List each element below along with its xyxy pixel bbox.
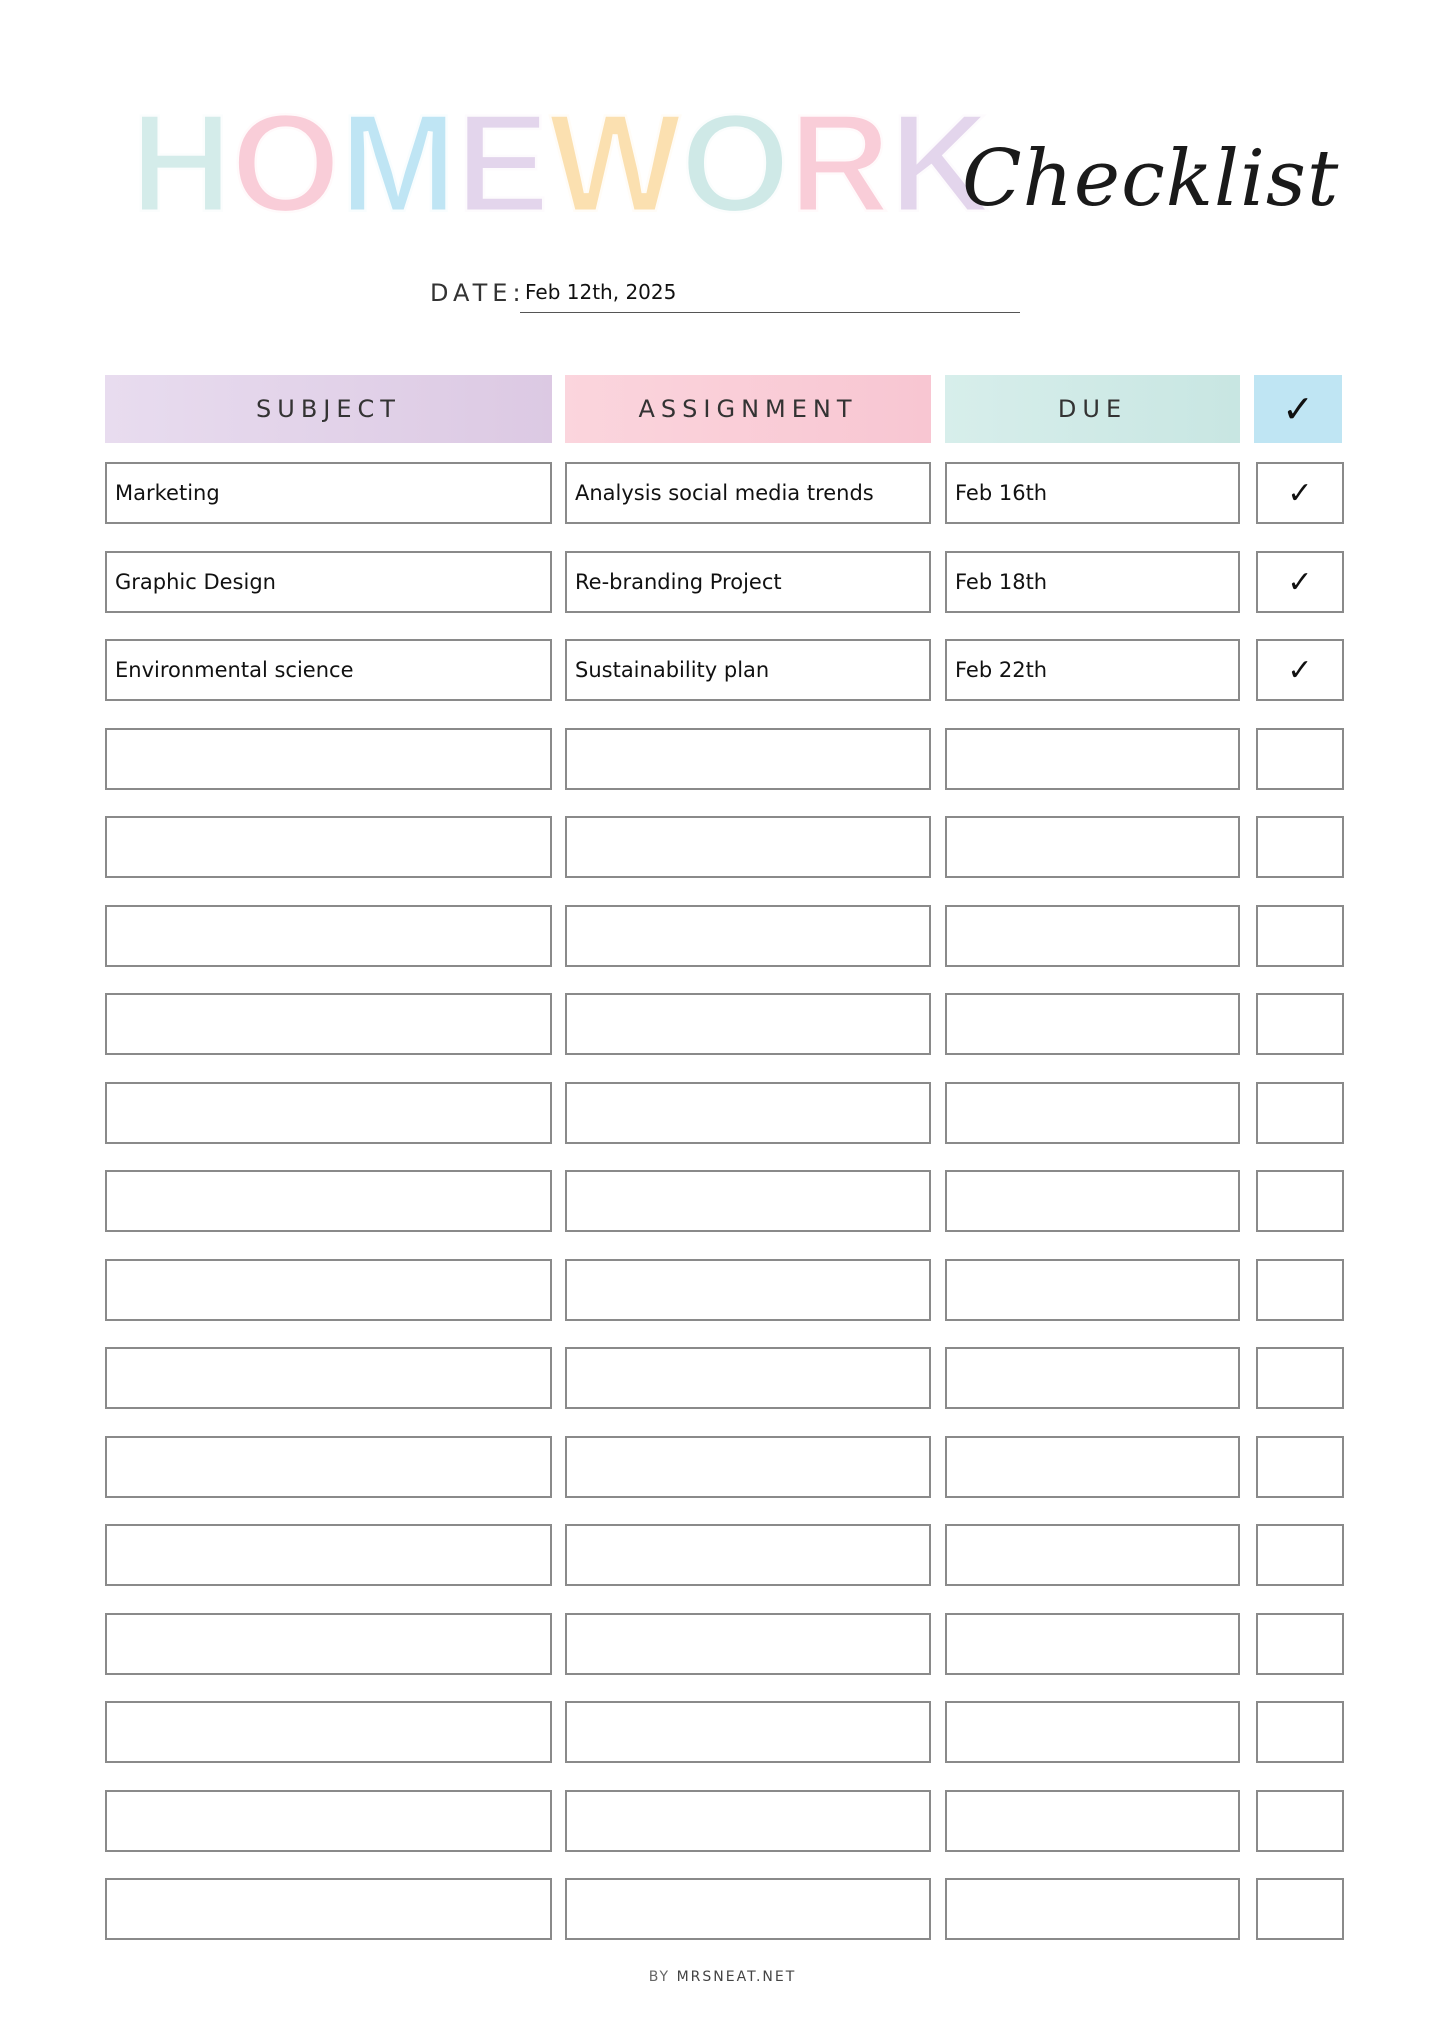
title-letter: O xyxy=(230,84,340,243)
subject-cell[interactable] xyxy=(105,1790,552,1852)
subject-cell[interactable]: Marketing xyxy=(105,462,552,524)
title-letter: H xyxy=(130,84,231,243)
done-checkbox[interactable] xyxy=(1256,993,1344,1055)
due-cell[interactable] xyxy=(945,1082,1240,1144)
assignment-cell[interactable] xyxy=(565,1613,931,1675)
title-letter: E xyxy=(455,84,549,243)
title-homework xyxy=(130,84,990,243)
done-checkbox[interactable] xyxy=(1256,1082,1344,1144)
assignment-cell[interactable] xyxy=(565,993,931,1055)
assignment-cell[interactable] xyxy=(565,1082,931,1144)
title-checklist: Checklist xyxy=(962,134,1340,224)
due-cell[interactable] xyxy=(945,728,1240,790)
subject-cell[interactable] xyxy=(105,816,552,878)
assignment-cell[interactable] xyxy=(565,1347,931,1409)
due-cell[interactable]: Feb 22th xyxy=(945,639,1240,701)
subject-cell[interactable] xyxy=(105,905,552,967)
due-cell[interactable] xyxy=(945,1259,1240,1321)
footer-by: BY xyxy=(648,1969,671,1985)
header-due: DUE xyxy=(945,375,1240,443)
assignment-cell[interactable] xyxy=(565,1259,931,1321)
date-field[interactable]: Feb 12th, 2025 xyxy=(525,280,677,304)
assignment-cell[interactable] xyxy=(565,1170,931,1232)
title-letter: W xyxy=(548,84,681,243)
assignment-cell[interactable]: Sustainability plan xyxy=(565,639,931,701)
title-letter: R xyxy=(788,84,890,243)
assignment-cell[interactable]: Analysis social media trends xyxy=(565,462,931,524)
done-checkbox[interactable] xyxy=(1256,728,1344,790)
assignment-cell[interactable] xyxy=(565,1701,931,1763)
header-check-icon: ✓ xyxy=(1254,375,1342,443)
header-assignment: ASSIGNMENT xyxy=(565,375,931,443)
date-underline xyxy=(520,312,1020,313)
done-checkbox[interactable] xyxy=(1256,1790,1344,1852)
assignment-cell[interactable] xyxy=(565,905,931,967)
title-letter: K xyxy=(889,84,990,243)
done-checkbox[interactable] xyxy=(1256,1878,1344,1940)
page-title xyxy=(130,84,1350,243)
title-letter: O xyxy=(680,84,789,243)
assignment-cell[interactable] xyxy=(565,1436,931,1498)
subject-cell[interactable]: Environmental science xyxy=(105,639,552,701)
header-subject: SUBJECT xyxy=(105,375,552,443)
subject-cell[interactable] xyxy=(105,1878,552,1940)
done-checkbox[interactable]: ✓ xyxy=(1256,551,1344,613)
subject-cell[interactable] xyxy=(105,1170,552,1232)
done-checkbox[interactable]: ✓ xyxy=(1256,639,1344,701)
subject-cell[interactable] xyxy=(105,1082,552,1144)
due-cell[interactable] xyxy=(945,1878,1240,1940)
due-cell[interactable]: Feb 18th xyxy=(945,551,1240,613)
footer-credit xyxy=(0,1969,1445,1985)
done-checkbox[interactable] xyxy=(1256,1259,1344,1321)
assignment-cell[interactable] xyxy=(565,1524,931,1586)
due-cell[interactable] xyxy=(945,1790,1240,1852)
due-cell[interactable] xyxy=(945,1347,1240,1409)
subject-cell[interactable] xyxy=(105,1613,552,1675)
subject-cell[interactable] xyxy=(105,1259,552,1321)
due-cell[interactable]: Feb 16th xyxy=(945,462,1240,524)
due-cell[interactable] xyxy=(945,1436,1240,1498)
due-cell[interactable] xyxy=(945,1613,1240,1675)
done-checkbox[interactable] xyxy=(1256,1170,1344,1232)
subject-cell[interactable] xyxy=(105,1524,552,1586)
title-letter: M xyxy=(339,84,456,243)
done-checkbox[interactable] xyxy=(1256,1436,1344,1498)
assignment-cell[interactable] xyxy=(565,1878,931,1940)
done-checkbox[interactable] xyxy=(1256,1347,1344,1409)
done-checkbox[interactable] xyxy=(1256,1613,1344,1675)
assignment-cell[interactable] xyxy=(565,728,931,790)
due-cell[interactable] xyxy=(945,993,1240,1055)
subject-cell[interactable] xyxy=(105,993,552,1055)
done-checkbox[interactable] xyxy=(1256,816,1344,878)
subject-cell[interactable]: Graphic Design xyxy=(105,551,552,613)
done-checkbox[interactable] xyxy=(1256,1701,1344,1763)
due-cell[interactable] xyxy=(945,816,1240,878)
subject-cell[interactable] xyxy=(105,1701,552,1763)
due-cell[interactable] xyxy=(945,1524,1240,1586)
date-row xyxy=(430,275,1020,319)
assignment-cell[interactable]: Re-branding Project xyxy=(565,551,931,613)
done-checkbox[interactable] xyxy=(1256,905,1344,967)
due-cell[interactable] xyxy=(945,1701,1240,1763)
subject-cell[interactable] xyxy=(105,1347,552,1409)
due-cell[interactable] xyxy=(945,905,1240,967)
footer-site: MRSNEAT.NET xyxy=(676,1969,797,1985)
assignment-cell[interactable] xyxy=(565,1790,931,1852)
done-checkbox[interactable]: ✓ xyxy=(1256,462,1344,524)
assignment-cell[interactable] xyxy=(565,816,931,878)
date-label: DATE: xyxy=(430,279,526,307)
subject-cell[interactable] xyxy=(105,728,552,790)
due-cell[interactable] xyxy=(945,1170,1240,1232)
done-checkbox[interactable] xyxy=(1256,1524,1344,1586)
subject-cell[interactable] xyxy=(105,1436,552,1498)
